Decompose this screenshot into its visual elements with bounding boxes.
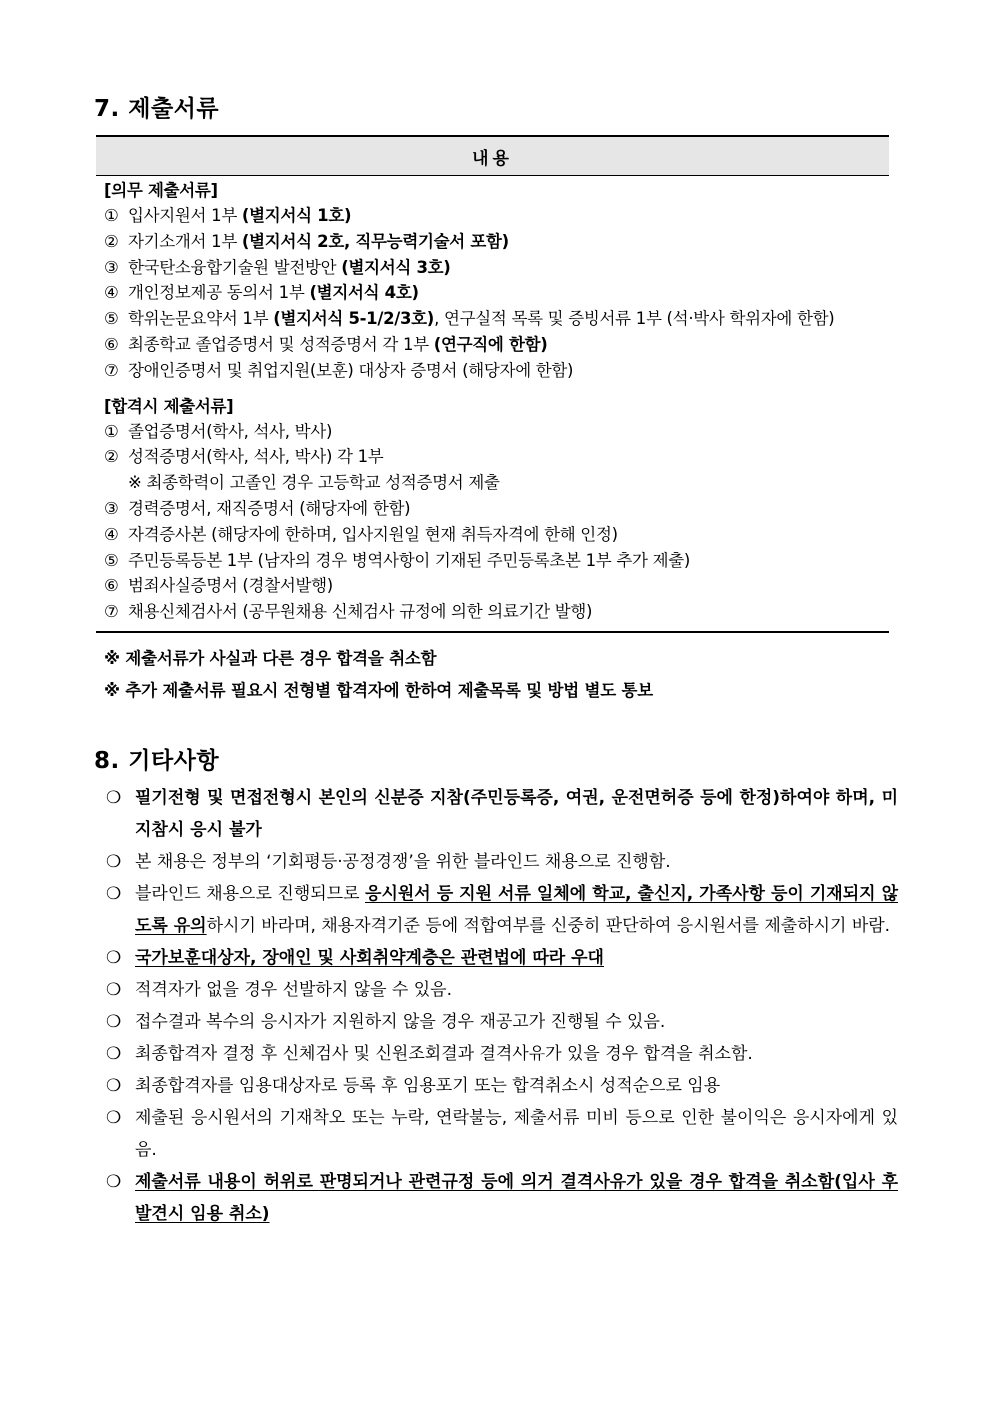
item-number: ⑦ (104, 360, 119, 380)
doc-item (104, 203, 889, 229)
doc-item (104, 444, 889, 470)
remark-false-docs: ※ 제출서류가 사실과 다른 경우 합격을 취소함 (104, 649, 437, 668)
item-number: ① (104, 206, 119, 225)
circle-bullet-icon: ❍ (106, 1044, 122, 1064)
note-text: 적격자가 없을 경우 선발하지 않을 수 있음. (135, 980, 453, 1000)
note-text: 제출서류 내용이 허위로 판명되거나 관련규정 등에 의거 결격사유가 있을 경우 합격을 취소함(입사 후 발견시 임용 취소) (135, 1172, 898, 1224)
doc-item (104, 255, 889, 281)
item-text: 성적증명서(학사, 석사, 박사) 각 1부 (128, 447, 384, 467)
pass-docs-title: [합격시 제출서류] (104, 396, 234, 416)
note-text: 하시기 바라며, 채용자격기준 등에 적합여부를 신중히 판단하여 응시원서를 제출하시기 바람. (206, 916, 891, 936)
item-text: 최종학교 졸업증명서 및 성적증명서 각 1부 (128, 334, 434, 354)
item-text: 범죄사실증명서 (경찰서발행) (128, 576, 333, 596)
circle-bullet-icon: ❍ (106, 852, 122, 872)
doc-item (104, 306, 889, 332)
circle-bullet-icon: ❍ (106, 1076, 122, 1096)
item-form-ref: (별지서식 4호) (309, 283, 419, 303)
item-extra: , 연구실적 목록 및 증빙서류 1부 (석·박사 학위자에 한함) (434, 309, 835, 329)
item-text: ※ 최종학력이 고졸인 경우 고등학교 성적증명서 제출 (128, 473, 500, 493)
doc-item (104, 548, 889, 574)
item-text: 학위논문요약서 1부 (128, 309, 274, 329)
circle-bullet-icon: ❍ (106, 948, 122, 968)
item-number: ① (104, 421, 119, 441)
item-form-ref: (별지서식 1호) (241, 206, 352, 225)
doc-item (104, 229, 889, 255)
note-emphasis: 응시원서 등 지원 서류 일체에 학교, 출신지, 가족사항 등이 기재되지 않도록 유의 (135, 884, 898, 936)
other-notes-list (106, 782, 898, 1230)
item-text: 개인정보제공 동의서 1부 (128, 283, 310, 303)
note-text: 국가보훈대상자, 장애인 및 사회취약계층은 관련법에 따라 우대 (135, 948, 604, 968)
item-form-ref: (별지서식 3호) (341, 257, 451, 277)
remark-additional-docs: ※ 추가 제출서류 필요시 전형별 합격자에 한하여 제출목록 및 방법 별도 통보 (104, 681, 653, 700)
table-body (96, 176, 889, 625)
note-id-card (106, 782, 898, 846)
documents-table (96, 135, 889, 633)
doc-item (104, 496, 889, 522)
item-number: ④ (104, 524, 119, 544)
item-number: ⑥ (104, 334, 119, 354)
note-false-info (106, 1166, 898, 1230)
circle-bullet-icon: ❍ (106, 788, 122, 808)
item-text: 자기소개서 1부 (128, 231, 242, 251)
table-header: 내용 (96, 137, 889, 176)
item-text: 경력증명서, 재직증명서 (해당자에 한함) (128, 498, 411, 518)
doc-item (104, 522, 889, 548)
doc-note (104, 470, 889, 496)
circle-bullet-icon: ❍ (106, 884, 122, 904)
item-number: ② (104, 447, 119, 467)
circle-bullet-icon: ❍ (106, 1172, 122, 1192)
note-preference (106, 942, 898, 974)
mandatory-docs-list (104, 203, 889, 384)
item-text: 주민등록등본 1부 (남자의 경우 병역사항이 기재된 주민등록초본 1부 추가 제출) (128, 550, 690, 570)
section-7-title: 7. 제출서류 (94, 96, 220, 122)
item-number: ③ (104, 498, 119, 518)
item-text: 입사지원서 1부 (128, 206, 242, 225)
note-text: 본 채용은 정부의 ‘기회평등·공정경쟁’을 위한 블라인드 채용으로 진행함. (135, 852, 671, 872)
item-number: ⑤ (104, 550, 119, 570)
item-form-ref: (연구직에 한함) (433, 334, 548, 354)
circle-bullet-icon: ❍ (106, 1108, 122, 1128)
item-number: ⑦ (104, 602, 119, 622)
item-text: 한국탄소융합기술원 발전방안 (128, 257, 342, 277)
doc-item (104, 280, 889, 306)
item-text: 졸업증명서(학사, 석사, 박사) (128, 421, 333, 441)
note-text: 블라인드 채용으로 진행되므로 (135, 884, 366, 904)
item-number: ③ (104, 257, 119, 277)
doc-item (104, 419, 889, 445)
note-no-candidate (106, 974, 898, 1006)
item-number: ⑤ (104, 309, 119, 329)
note-blind-hiring (106, 846, 898, 878)
note-text: 최종합격자 결정 후 신체검사 및 신원조회결과 결격사유가 있을 경우 합격을 취소함. (135, 1044, 753, 1064)
item-number: ② (104, 231, 119, 251)
item-text: 장애인증명서 및 취업지원(보훈) 대상자 증명서 (해당자에 한함) (128, 360, 574, 380)
item-number: ④ (104, 283, 119, 303)
item-text: 자격증사본 (해당자에 한하며, 입사지원일 현재 취득자격에 한해 인정) (128, 524, 618, 544)
section-8-title: 8. 기타사항 (94, 748, 220, 774)
note-reannouncement (106, 1006, 898, 1038)
item-number: ⑥ (104, 576, 119, 596)
item-text: 채용신체검사서 (공무원채용 신체검사 규정에 의한 의료기간 발행) (128, 602, 593, 622)
circle-bullet-icon: ❍ (106, 1012, 122, 1032)
note-text: 접수결과 복수의 응시자가 지원하지 않을 경우 재공고가 진행될 수 있음. (135, 1012, 666, 1032)
note-text: 최종합격자를 임용대상자로 등록 후 임용포기 또는 합격취소시 성적순으로 임용 (135, 1076, 721, 1096)
note-text: 제출된 응시원서의 기재착오 또는 누락, 연락불능, 제출서류 미비 등으로 인한 불이익은 응시자에게 있음. (135, 1108, 898, 1160)
note-blind-caution (106, 878, 898, 942)
doc-item (104, 599, 889, 625)
circle-bullet-icon: ❍ (106, 980, 122, 1000)
doc-item (104, 358, 889, 384)
doc-item (104, 332, 889, 358)
item-form-ref: (별지서식 2호, 직무능력기술서 포함) (241, 231, 509, 251)
item-form-ref: (별지서식 5-1/2/3호) (273, 309, 435, 329)
note-rank-order (106, 1070, 898, 1102)
pass-docs-list (104, 419, 889, 625)
doc-item (104, 573, 889, 599)
mandatory-docs-title: [의무 제출서류] (104, 181, 218, 200)
note-text: 필기전형 및 면접전형시 본인의 신분증 지참(주민등록증, 여권, 운전면허증 등에 한정)하여야 하며, 미지참시 응시 불가 (135, 788, 898, 840)
note-cancellation (106, 1038, 898, 1070)
note-disadvantage (106, 1102, 898, 1166)
